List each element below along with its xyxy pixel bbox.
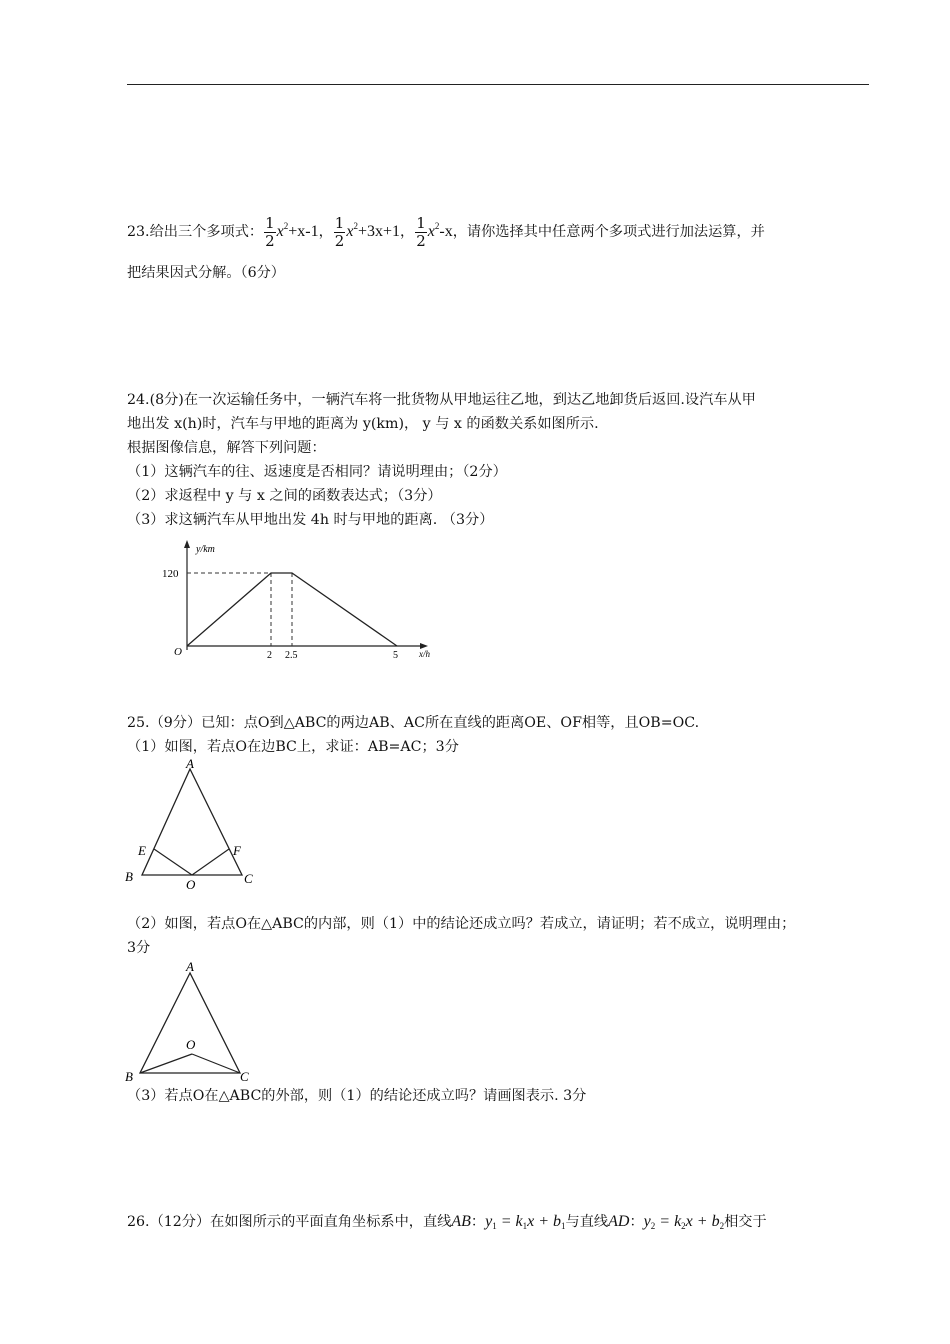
x-axis-label: x/h <box>419 649 430 659</box>
label-b: B <box>125 1069 133 1084</box>
x-tick-2: 2 <box>267 650 272 661</box>
label-c: C <box>240 1069 249 1084</box>
label-e: E <box>138 843 146 858</box>
segment-oe <box>154 849 192 875</box>
polynomial-3-rest: -x <box>439 223 453 240</box>
question-26-line-1: 26.（12分）在如图所示的平面直角坐标系中，直线AB：$y_1 = k_1x + b_1$与直线AD：$y_2 = k_2x + b_2$相交于 <box>127 1213 767 1231</box>
question-23 <box>127 214 872 250</box>
y-axis-label: y/km <box>196 544 215 555</box>
triangle-figure-1 <box>120 757 270 893</box>
question-24 <box>127 388 872 532</box>
label-o: O <box>186 1037 196 1052</box>
polynomial-1-rest: +x-1 <box>288 223 319 240</box>
line-ab-label: AB <box>451 1213 471 1230</box>
question-25-sub-2a: （2）如图，若点O在△ABC的内部，则（1）中的结论还成立吗？若成立，请证明；若不成立，说明理由； <box>127 916 796 932</box>
question-25-part-2 <box>127 912 872 960</box>
label-a: A <box>186 756 194 771</box>
segment-of <box>192 849 229 875</box>
question-25-part-3 <box>127 1084 872 1108</box>
question-23-line-2: 把结果因式分解。（6分） <box>127 265 285 281</box>
triangle-abc <box>142 769 242 875</box>
header-rule <box>127 84 869 85</box>
label-b: B <box>125 869 133 884</box>
fraction-half: $\frac{1}{2}$ <box>265 213 275 250</box>
label-c: C <box>244 871 253 886</box>
triangle-figure-2 <box>120 955 270 1087</box>
question-23-line-1: 23.给出三个多项式： $\frac{1}{2}$ $x^2+x-1$， $\frac{1}{2}$ $x^2+3x+1$， $\frac{1}{2}$ $x^2-x$，请你选择其中任意两个多项式进行加法运算，并 <box>127 213 765 250</box>
question-25-sub-3: （3）若点O在△ABC的外部，则（1）的结论还成立吗？请画图表示. 3分 <box>127 1088 587 1104</box>
polynomial-2-rest: +3x+1 <box>357 223 400 240</box>
label-o: O <box>186 877 196 892</box>
y-axis-arrow <box>184 540 190 548</box>
question-24-sub-2: （2）求返程中 y 与 x 之间的函数表达式；（3分） <box>127 488 442 504</box>
question-26 <box>127 1210 872 1238</box>
question-24-sub-3: （3）求这辆汽车从甲地出发 4h 时与甲地的距离. （3分） <box>127 512 494 528</box>
question-24-sub-1: （1）这辆汽车的往、返速度是否相同？请说明理由；（2分） <box>127 464 507 480</box>
x-tick-5: 5 <box>393 650 398 661</box>
question-25 <box>127 711 872 759</box>
question-25-sub-2b: 3分 <box>127 940 151 956</box>
question-24-line-1: 24.(8分)在一次运输任务中，一辆汽车将一批货物从甲地运往乙地，到达乙地卸货后返回.设汽车从甲 <box>127 392 756 408</box>
segment-oc <box>192 1054 240 1073</box>
origin-label: O <box>174 646 182 658</box>
label-a: A <box>186 959 194 974</box>
question-25-sub-1: （1）如图，若点O在边BC上，求证：AB=AC；3分 <box>127 739 459 755</box>
fraction-half: $\frac{1}{2}$ <box>334 213 345 250</box>
y-tick-120: 120 <box>162 568 179 580</box>
label-f: F <box>233 843 241 858</box>
fraction-half: $\frac{1}{2}$ <box>416 213 426 250</box>
triangle-abc <box>140 973 240 1073</box>
x-tick-2-5: 2.5 <box>285 650 298 661</box>
question-23-prefix: 23.给出三个多项式： <box>127 224 264 240</box>
distance-time-graph <box>162 538 440 662</box>
question-24-line-3: 根据图像信息，解答下列问题： <box>127 440 326 456</box>
question-23-tail: ，请你选择其中任意两个多项式进行加法运算，并 <box>452 224 765 240</box>
question-24-line-2: 地出发 x(h)时，汽车与甲地的距离为 y(km)， y 与 x 的函数关系如图所示. <box>127 416 599 432</box>
line-ad-label: AD <box>608 1213 630 1230</box>
question-25-line-1: 25.（9分）已知：点O到△ABC的两边AB、AC所在直线的距离OE、OF相等，且OB=OC. <box>127 715 700 731</box>
